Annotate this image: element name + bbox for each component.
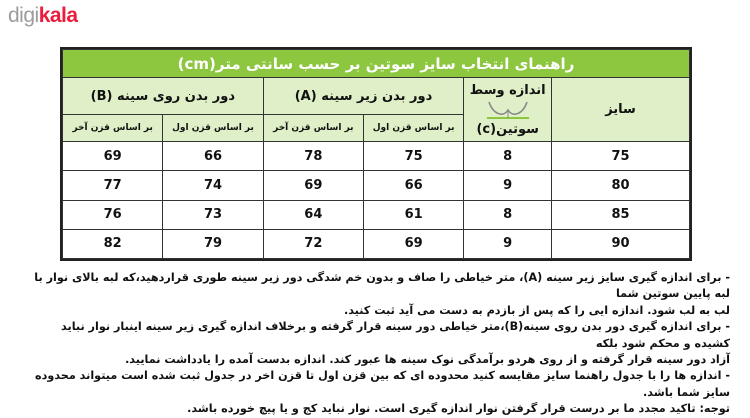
logo-prefix: digi [8,4,39,27]
note-line: - برای اندازه گیری دور بدن روی سینه(B)،متر خیاطی دور سینه قرار گرفته و برخلاف اندازه گیری زیر سینه اینبار نوار نباید کشیده و محکم شود بلکه [61,320,730,350]
waist-cell: 8 [464,200,552,229]
under-bust-first-hook-header: بر اساس قزن اول [363,115,463,142]
over-bust-last-hook-header: بر اساس قزن آخر [63,115,163,142]
waist-cell: 9 [464,229,552,258]
note-line: آزاد دور سینه قرار گرفته و از روی هردو برآمدگی نوک سینه ها عبور کند. اندازه بدست آمده را یادداشت نمایید. [125,353,730,367]
under-bust-last-cell: 72 [263,229,363,258]
note-line: لب به لب شود. اندازه ایی را که پس از بازدم به دست می آید ثبت کنید. [343,303,730,317]
table-row [63,200,690,229]
waist-cell: 9 [464,171,552,200]
waist-cell: 8 [464,142,552,171]
waist-header-line2: سوتین(c) [476,121,539,137]
logo-suffix: kala [38,4,78,27]
over-bust-first-cell: 73 [163,200,263,229]
under-bust-first-cell: 75 [363,142,463,171]
under-bust-last-cell: 69 [263,171,363,200]
size-cell: 85 [552,200,690,229]
table-title: راهنمای انتخاب سایز سوتین بر حسب سانتی متر(cm) [63,50,690,78]
size-header: سایز [552,78,690,142]
under-bust-last-cell: 64 [263,200,363,229]
under-bust-first-cell: 69 [363,229,463,258]
table-row [63,229,690,258]
table-row [63,171,690,200]
under-bust-last-hook-header: بر اساس قزن آخر [263,115,363,142]
over-bust-last-cell: 77 [63,171,163,200]
over-bust-last-cell: 76 [63,200,163,229]
size-cell: 80 [552,171,690,200]
over-bust-first-hook-header: بر اساس قزن اول [163,115,263,142]
under-bust-first-cell: 66 [363,171,463,200]
table-row [63,142,690,171]
size-cell: 75 [552,142,690,171]
measurement-notes [30,270,730,418]
over-bust-header: دور بدن روی سینه (B) [63,78,264,115]
over-bust-first-cell: 66 [163,142,263,171]
note-line: - برای اندازه گیری سایز زیر سینه (A)، متر خیاطی را صاف و بدون خم شدگی دور زیر سینه طوری قراردهید،که لبه بالای نوار با لبه پایین سوتین شما [34,271,730,301]
waist-header [464,78,552,142]
digikala-logo [8,4,78,28]
under-bust-last-cell: 78 [263,142,363,171]
waist-header-line1: اندازه وسط [469,82,546,98]
over-bust-first-cell: 74 [163,171,263,200]
bra-icon [485,98,531,122]
over-bust-last-cell: 82 [63,229,163,258]
size-guide-table-wrapper [60,47,692,261]
under-bust-header: دور بدن زیر سینه (A) [263,78,464,115]
over-bust-first-cell: 79 [163,229,263,258]
over-bust-last-cell: 69 [63,142,163,171]
size-guide-table [62,49,690,259]
size-cell: 90 [552,229,690,258]
note-line: - اندازه ها را با جدول راهنما سایز مقایسه کنید محدوده ای که بین قزن اول تا قزن اخر در جدول ثبت شده است میتواند محدوده سایز شما باشد. [35,369,730,399]
under-bust-first-cell: 61 [363,200,463,229]
note-line: توجه: تاکید مجدد ما بر درست قرار گرفتن نوار اندازه گیری است. نوار نباید کج و یا پیچ خورده باشد. [187,402,730,416]
